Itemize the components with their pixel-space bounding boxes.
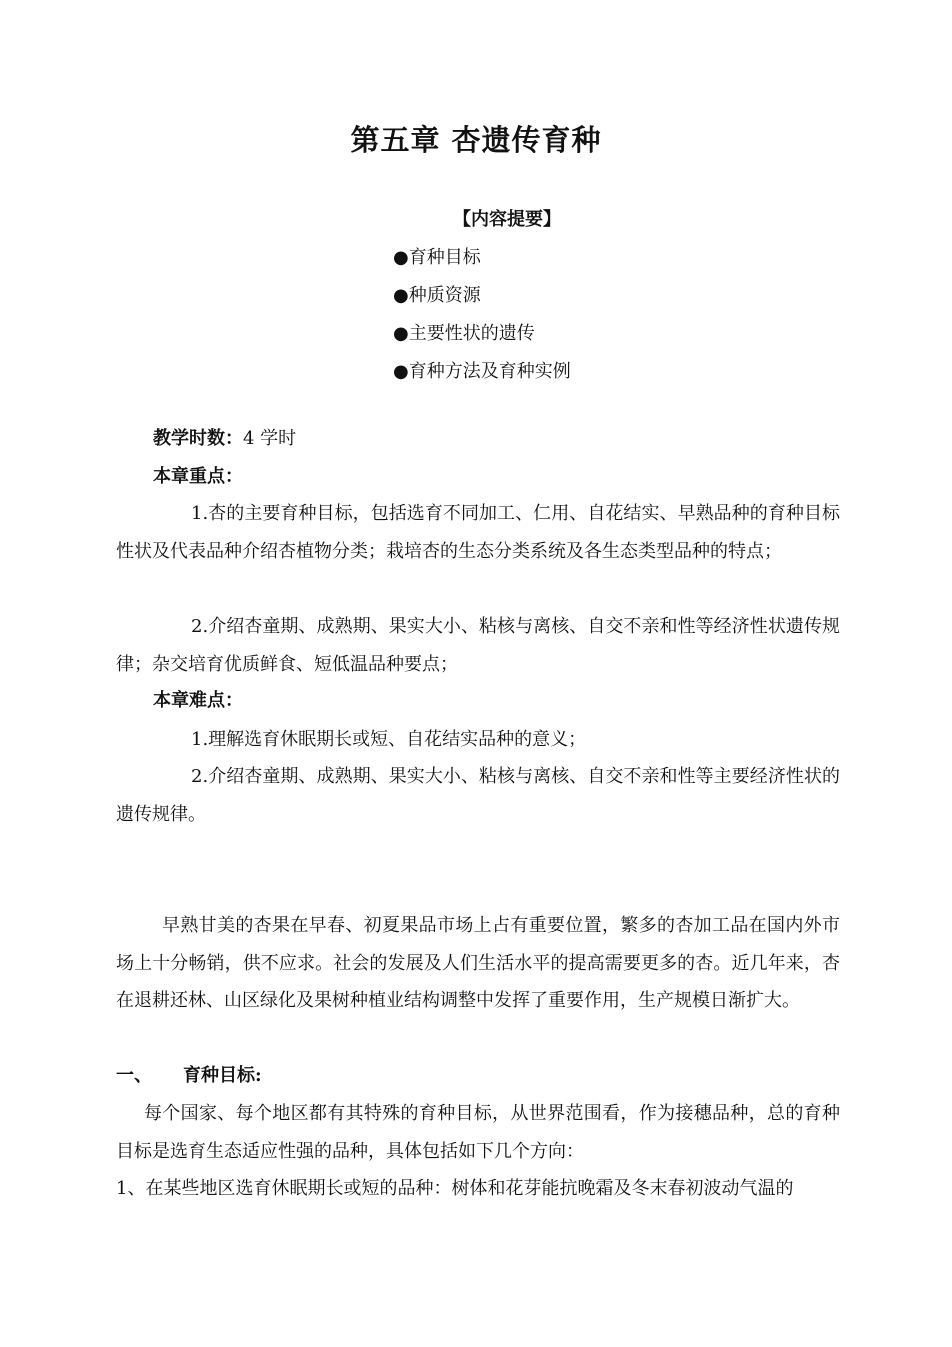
- summary-list: [393, 240, 571, 392]
- section-item: 1、在某些地区选育休眠期长或短的品种：树体和花芽能抗晚霜及冬末春初波动气温的: [116, 1178, 794, 1199]
- summary-item: ●种质资源: [393, 285, 481, 306]
- summary-heading: 【内容提要】: [453, 209, 561, 230]
- key-points-heading: 本章重点：: [153, 466, 243, 487]
- key-point-item: 1.杏的主要育种目标，包括选育不同加工、仁用、自花结实、早熟品种的育种目标性状及代表品种介绍杏植物分类；栽培杏的生态分类系统及各生态类型品种的特点；: [116, 503, 840, 562]
- intro-paragraph: 早熟甘美的杏果在早春、初夏果品市场上占有重要位置，繁多的杏加工品在国内外市场上十分畅销，供不应求。社会的发展及人们生活水平的提高需要更多的杏。近几年来，杏在退耕还林、山区绿化及果树种植业结构调整中发挥了重要作用，生产规模日渐扩大。: [116, 915, 840, 1011]
- summary-item: ●育种方法及育种实例: [393, 361, 571, 382]
- difficult-point-item: 2.介绍杏童期、成熟期、果实大小、粘核与离核、自交不亲和性等主要经济性状的遗传规律。: [116, 766, 840, 825]
- difficult-points-heading: 本章难点：: [153, 690, 243, 711]
- teaching-hours-label: 教学时数：: [153, 428, 243, 449]
- chapter-title: 第五章 杏遗传育种: [350, 123, 602, 157]
- summary-item: ●主要性状的遗传: [393, 323, 535, 344]
- teaching-hours: [153, 421, 296, 457]
- teaching-hours-value: 4 学时: [243, 428, 297, 449]
- key-point-item: 2.介绍杏童期、成熟期、果实大小、粘核与离核、自交不亲和性等经济性状遗传规律；杂交培育优质鲜食、短低温品种要点；: [116, 616, 840, 675]
- section-paragraph: 每个国家、每个地区都有其特殊的育种目标，从世界范围看，作为接穗品种，总的育种目标是选育生态适应性强的品种，具体包括如下几个方向：: [116, 1103, 840, 1162]
- summary-item: ●育种目标: [393, 247, 481, 268]
- section-heading: 育种目标:: [183, 1065, 262, 1086]
- section-number: 一、: [116, 1065, 152, 1086]
- difficult-point-item: 1.理解选育休眠期长或短、自花结实品种的意义；: [191, 729, 587, 750]
